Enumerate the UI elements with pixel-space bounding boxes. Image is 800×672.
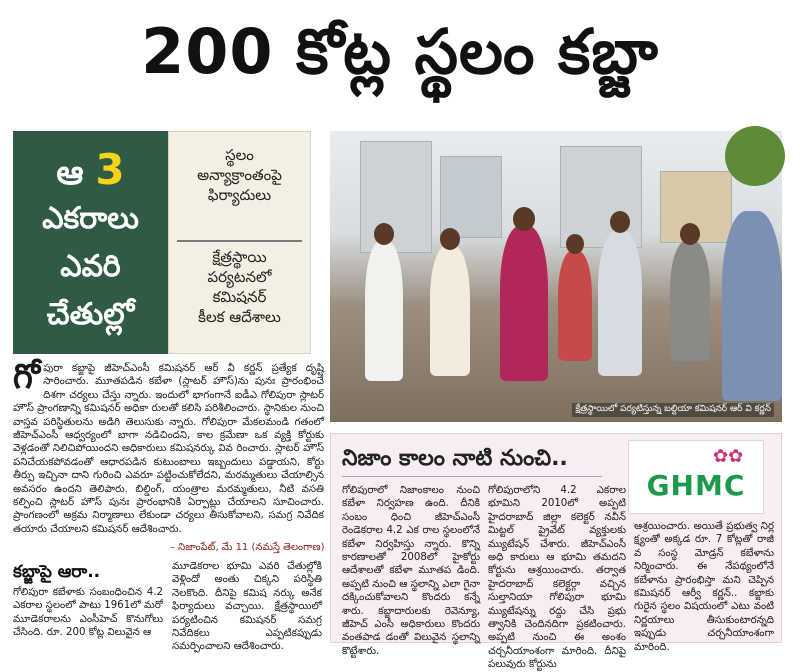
person-head — [610, 211, 630, 233]
subhead-line: కమిషనర్ — [212, 288, 267, 306]
subhead-line: పర్యటనలో — [207, 268, 272, 286]
flower-icon: ✿✿ — [713, 446, 744, 467]
subheads-box — [168, 131, 311, 354]
person-head — [513, 207, 535, 231]
person-head — [680, 223, 700, 245]
sidebar-number: 3 — [95, 145, 125, 194]
divider — [342, 476, 602, 477]
panel-column: గోలిపురాలోని 4.2 ఎకరాల భూమిని 2010లో అప్పటి హైదరాబాద్ జిల్లా కలెక్టర్ నవీన్ మిట్టల్ ప్రైవేట్ వ్యక్తులకు మ్యుటేషన్ చేశారు. జీహెచ్ఎంసీ అధి కారులు ఆ భూమి తమదని కోర్టును ఆశ్రయించారు. తర్వాత హైదరాబాద్ కలెక్టర్గా వచ్చిన సుల్తానియా గోలిపురా భూమి మ్యుటేషన్ను రద్దు చేసి ప్రభు త్వానికి చెందినదిగా ప్రకటించారు. అప్పటి నుంచి ఈ అంశం చర్చనీయాంశంగా మారింది. దీనిపై పలువురు కోర్టును — [488, 485, 626, 671]
section-column: మూడెకరాల భూమి ఎవరి చేతుల్లోకి వెళ్లిందో అంతు చిక్కని పరిస్థితి నెలకొంది. దీనిపై కమిష నర్కు అనేక ఫిర్యాదులు వచ్చాయి. క్షేత్రస్థాయిలో పర్యటించిన కమిషనర్ సమగ్ర నివేదికలు ఎప్పటికప్పుడు సమర్పించాలని ఆదేశించారు. — [172, 561, 322, 653]
person — [670, 241, 710, 361]
news-photo — [330, 131, 782, 422]
ghmc-logo — [628, 440, 764, 514]
person — [365, 241, 403, 381]
person — [558, 251, 592, 361]
sidebar-box — [13, 131, 168, 354]
headline: 200 కోట్ల స్థలం కబ్జా — [141, 15, 659, 88]
building — [360, 141, 432, 253]
article-lead: పురా కబ్జాపై జీహెచ్ఎంసీ కమిషనర్ ఆర్ వీ కర్ణన్ ప్రత్యేక దృష్టి సారించారు. మూతపడిన కబేళా (స్లాటర్ హౌస్)ను పునః ప్రారంభించే దిశగా చర్యలు చేస్తు న్నారు. ఇందులో భాగంగానే ఐడీఎ గోలిపురా స్లాటర్ హౌస్ ప్రాంగణాన్ని కమిషనర్ అధికా రులతో కలిసి పరిశీలించారు. స్థానికుల నుంచి వాస్తవ పరిస్థితులను అడిగి తెలుసుకు న్నారు. గోలిపురా మేకలమండి గతంలో జీహెచ్ఎంసీ ఆధ్వర్యంలో బాగా నడిచిందని, కాల క్రమేణా ఒక వ్యక్తి కోర్టుకు వెళ్లడంతో నిలిచిపోయిందని అధికారులు కమిషనర్కు వివ రించారు. స్లాటర్ హౌస్ పనిచేయకపోవడంతో ఆధారపడిన కుటుంబాలు ఇబ్బందులు పడ్డాయని, కోర్టు తీర్పు ఇచ్చినా దాని గురించి ఎవరూ పట్టించుకోలేదని, మరమ్మతులు చేయాల్సిన అవసరం ఉందని తెలిపారు. బిల్డింగ్, యంత్రాల మరమ్మతులు, నీటి వసతి కల్పించి స్లాటర్ హౌస్ పునః ప్రారంభానికి ఏర్పాట్లు చేయాలని సూచించారు. ప్రాంగణంలో అక్రమ నిర్మాణాలు లేకుండా చర్యలు తీసుకోవాలని, సమగ్ర నివేదిక తయారు చేయాలని కమిషనర్ ఆదేశించారు. — [13, 363, 324, 535]
subhead-line: ఫిర్యాదులు — [207, 186, 272, 204]
person-head — [440, 228, 460, 250]
subhead-line: కీలక ఆదేశాలు — [198, 308, 281, 326]
person — [500, 226, 548, 381]
section-heading: కబ్జాపై ఆరా.. — [13, 562, 101, 582]
sidebar-line: చేతుల్లో — [46, 297, 135, 332]
sidebar-line: ఎవరి — [60, 249, 121, 284]
divider — [177, 240, 302, 242]
person-head — [374, 223, 394, 245]
logo-text: GHMC — [646, 469, 746, 502]
article-body — [13, 357, 324, 538]
panel-column: ఆశ్రయించారు. అయితే ప్రభుత్వ నిర్ల క్ష్యంతో అక్కడ రూ. 7 కోట్లతో రాజీ వ సంస్థ మోడ్రన్ కబేళాను నిర్మించారు. ఈ నేపథ్యంలోనే కబేళాను ప్రారంభిస్తా మని చెప్పిన కమిషనర్ ఆర్వీ కర్ణన్.. కబ్జాకు గురైన స్థలం విషయంలో ఎటు వంటి నిర్ణయాలు తీసుకుంటారన్నది ఇప్పుడు చర్చనీయాంశంగా మారింది. — [634, 521, 774, 653]
section-column: గోలిపురా కబేళాకు సంబంధించిన 4.2 ఎకరాల స్థలంలో పాటు 1961లో మరో మూడెకరాలను ఎంసీహెచ్ కొనుగోలు చేసింది. రూ. 200 కోట్ల విలువైన ఆ — [13, 587, 163, 639]
panel-column: గోలిపురాలో నిజాంకాలం నుంచి కబేళా నిర్వహణ ఉంది. దీనికి సంబం ధించి జీహెచ్ఎంసీ రెండెకరాల 4.2 ఎక రాల స్థలంలోనే కబేళా నిర్వహిస్తు న్నారు. కొన్ని కారణాలతో 2008లో హైకోర్టు ఆదేశాలతో కబేళా మూతప డింది. అప్పటి నుంచి ఆ స్థలాన్ని ఎలా గైనా దక్కించుకోవాలని కొందరు కన్నే శారు. కబ్జాదారులకు రెవెన్యూ, జీహెచ్ ఎంసీ అధికారులు కొందరు వంతపాడ డంతో విలువైన స్థలాన్ని కొట్టేశారు. — [342, 485, 480, 657]
tree — [725, 126, 785, 186]
sidebar-line: ఎకరాలు — [42, 201, 139, 236]
person — [430, 246, 470, 376]
photo-caption: క్షేత్రస్థాయిలో పర్యటిస్తున్న బల్దియా కమిషనర్ ఆర్ వి కర్ణన్ — [572, 403, 774, 417]
building — [440, 156, 502, 238]
subhead-line: క్షేత్రస్థాయి — [212, 248, 267, 266]
sidebar-first-line — [13, 145, 168, 201]
person — [722, 211, 782, 401]
person-head — [566, 234, 584, 254]
sidebar-prefix: ఆ — [56, 153, 84, 193]
subhead-line: అన్యాక్రాంతంపై — [197, 166, 282, 184]
dateline: – నిజాంపేట్, మే 11 (నమస్తే తెలంగాణ) — [170, 542, 325, 553]
subhead-line: స్థలం — [225, 146, 254, 164]
dropcap: గో — [13, 357, 41, 397]
panel-title: నిజాం కాలం నాటి నుంచి.. — [342, 446, 568, 471]
person — [598, 231, 642, 376]
